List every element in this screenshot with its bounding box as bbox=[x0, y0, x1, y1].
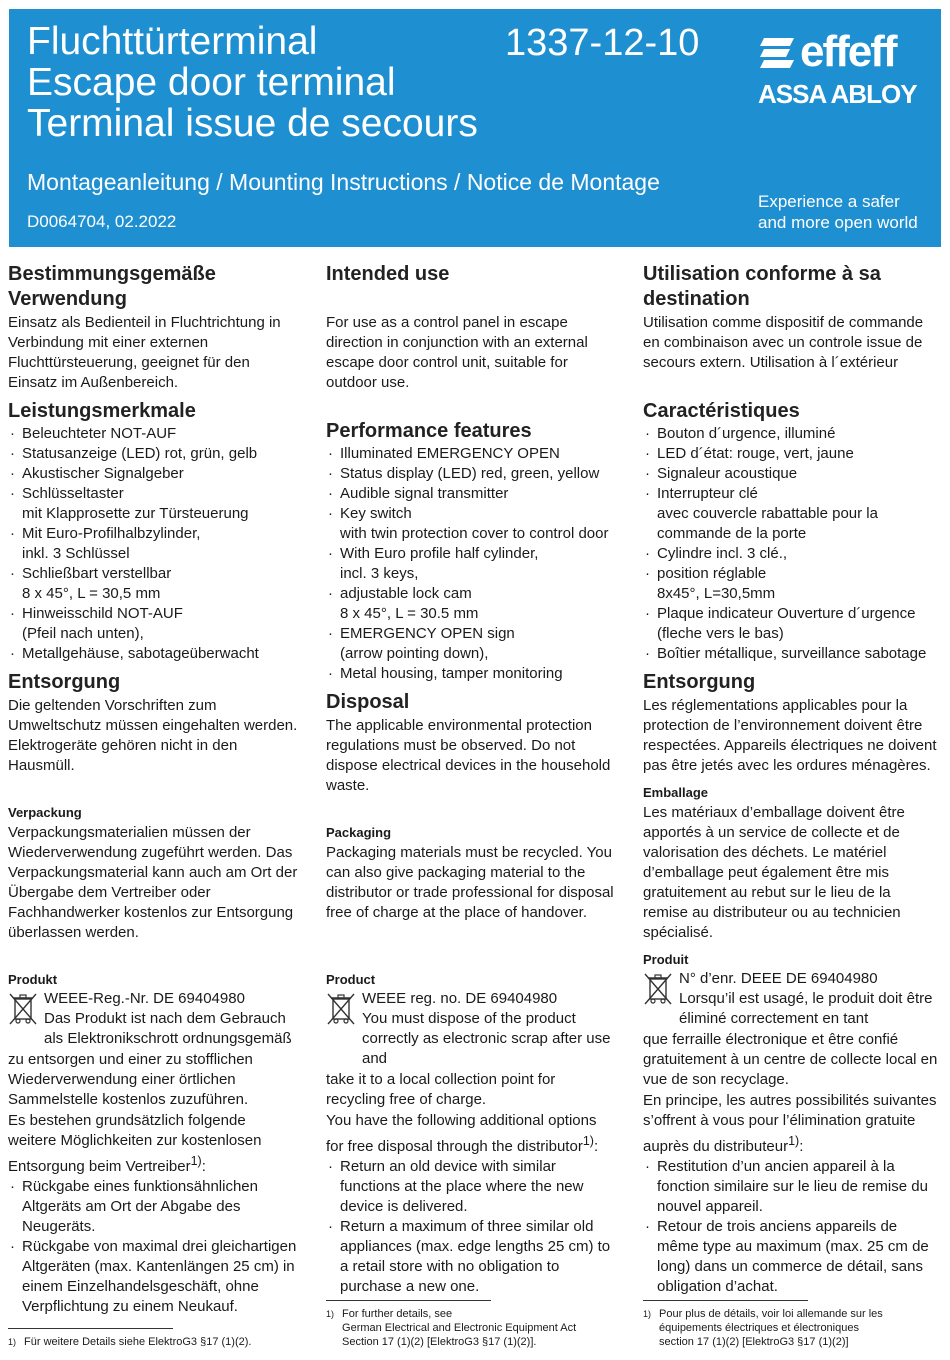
list-item: · adjustable lock cam bbox=[326, 584, 616, 604]
heading-features: Leistungsmerkmale bbox=[8, 400, 196, 422]
options-list bbox=[8, 1177, 298, 1317]
crossed-bin-icon bbox=[643, 971, 673, 1005]
heading-product: Produkt bbox=[8, 972, 58, 987]
list-item: · Bouton d´urgence, illuminé bbox=[643, 424, 939, 444]
footnote-text-2: section 17 (1)(2) [ElektroG3 §17 (1)(2)] bbox=[659, 1336, 849, 1348]
subtitle: Montageanleitung / Mounting Instructions / Notice de Montage bbox=[27, 169, 660, 195]
list-item: · Metallgehäuse, sabotageüberwacht bbox=[8, 644, 298, 664]
weee-number: WEEE-Reg.-Nr. DE 69404980 bbox=[44, 990, 245, 1007]
options-lead: Es bestehen grundsätzlich folgende weitere Möglichkeiten zur kostenlosen Entsorgung beim Vertreiber bbox=[8, 1112, 262, 1175]
document-id: D0064704, 02.2022 bbox=[27, 212, 177, 231]
list-item: mit Klapprosette zur Türsteuerung bbox=[22, 505, 249, 522]
product-number: 1337-12-10 bbox=[505, 22, 700, 64]
footnote-mark: 1) bbox=[643, 1309, 652, 1319]
tagline-line-1: Experience a safer bbox=[758, 192, 900, 211]
heading-packaging: Emballage bbox=[643, 785, 709, 800]
header-banner bbox=[9, 9, 941, 247]
list-item: · EMERGENCY OPEN sign bbox=[326, 624, 616, 644]
list-item: · Akustischer Signalgeber bbox=[8, 464, 298, 484]
list-item: · Metal housing, tamper monitoring bbox=[326, 664, 616, 684]
heading-features: Caractéristiques bbox=[643, 400, 800, 422]
intended-use-text: Utilisation comme dispositif de commande en combinaison avec un controle issue de secours extern. Utilisation à l´extérieur bbox=[643, 314, 924, 371]
options-text: En principe, les autres possibilités suivantes s’offrent à vous pour l’élimination gratuite auprès du distributeur$^{1)}$: bbox=[643, 1092, 937, 1155]
footnote-mark: 1) bbox=[326, 1309, 335, 1319]
heading-intended-use: Utilisation conforme à sa destination bbox=[643, 263, 881, 310]
footnote-text-1: Pour plus de détails, voir loi allemande sur les équipements électriques et électroniques bbox=[659, 1308, 883, 1334]
options-lead: You have the following additional options for free disposal through the distributor bbox=[326, 1112, 597, 1155]
packaging-text: Les matériaux d’emballage doivent être apportés à un service de collecte et de valorisation des déchets. Le matériel d’emballage peut également être mis gratuitement au rebut sur le lieu de la remise au distributeur ou au technicien spécialisé. bbox=[643, 804, 905, 941]
title-de: Fluchttürterminal bbox=[27, 20, 318, 63]
list-item: · position réglable bbox=[643, 564, 939, 584]
weee-number: WEEE reg. no. DE 69404980 bbox=[362, 990, 558, 1007]
tagline bbox=[758, 191, 918, 233]
options-list bbox=[643, 1157, 939, 1297]
list-item: 8 x 45°, L = 30,5 mm bbox=[22, 585, 161, 602]
feature-list bbox=[8, 424, 298, 664]
disposal-text: Die geltenden Vorschriften zum Umweltschutz müssen eingehalten werden. Elektrogeräte gehören nicht in den Hausmüll. bbox=[8, 697, 298, 774]
list-item: · Hinweisschild NOT-AUF bbox=[8, 604, 298, 624]
footnote-text: Für weitere Details siehe ElektroG3 §17 (1)(2). bbox=[24, 1336, 252, 1348]
options-text: Es bestehen grundsätzlich folgende weitere Möglichkeiten zur kostenlosen Entsorgung beim Vertreiber$^{1)}$: bbox=[8, 1112, 262, 1175]
list-item: · With Euro profile half cylinder, bbox=[326, 544, 616, 564]
column-german bbox=[8, 262, 298, 1317]
effeff-logo-icon bbox=[758, 34, 796, 70]
title-fr: Terminal issue de secours bbox=[27, 102, 478, 145]
list-item: avec couvercle rabattable pour la commande de la porte bbox=[657, 505, 878, 542]
list-item: 8 x 45°, L = 30.5 mm bbox=[340, 605, 479, 622]
list-item: · Retour de trois anciens appareils de même type au maximum (max. 25 cm de long) dans un commerce de détail, sans obligation d’achat. bbox=[643, 1217, 939, 1297]
list-item: incl. 3 keys, bbox=[340, 565, 419, 582]
footnote-ref: 1) bbox=[582, 1134, 594, 1148]
list-item: (fleche vers le bas) bbox=[657, 625, 784, 642]
weee-block bbox=[643, 969, 939, 1029]
options-text: You have the following additional options for free disposal through the distributor$^{1)}$: bbox=[326, 1112, 599, 1155]
heading-intended-use: Bestimmungsgemäße Verwendung bbox=[8, 263, 216, 310]
heading-intended-use: Intended use bbox=[326, 263, 450, 285]
logo-word: effeff bbox=[800, 27, 896, 76]
heading-packaging: Packaging bbox=[326, 825, 392, 840]
title-en: Escape door terminal bbox=[27, 61, 396, 104]
list-item: · Cylindre incl. 3 clé., bbox=[643, 544, 939, 564]
list-item: · Audible signal transmitter bbox=[326, 484, 616, 504]
list-item: · Signaleur acoustique bbox=[643, 464, 939, 484]
footnote-rule bbox=[8, 1328, 173, 1329]
list-item: · Plaque indicateur Ouverture d´urgence bbox=[643, 604, 939, 624]
crossed-bin-icon bbox=[8, 991, 38, 1025]
product-text-1: Das Produkt ist nach dem Gebrauch als Elektronikschrott ordnungsgemäß bbox=[44, 1010, 292, 1047]
list-item: · LED d´état: rouge, vert, jaune bbox=[643, 444, 939, 464]
crossed-bin-icon bbox=[326, 991, 356, 1025]
effeff-logo bbox=[758, 29, 928, 110]
footnote-ref: 1) bbox=[190, 1154, 202, 1168]
list-item: · Return a maximum of three similar old appliances (max. edge lengths 25 cm) to a retail store with no obligation to purchase a new one. bbox=[326, 1217, 616, 1297]
product-text-1: Lorsqu’il est usagé, le produit doit être éliminé correctement en tant bbox=[679, 990, 933, 1027]
feature-list bbox=[643, 424, 939, 664]
list-item: · Schließbart verstellbar bbox=[8, 564, 298, 584]
heading-packaging: Verpackung bbox=[8, 805, 82, 820]
footnote-rule bbox=[326, 1300, 491, 1301]
heading-product: Product bbox=[326, 972, 376, 987]
document-title bbox=[27, 21, 478, 144]
assa-abloy-logo: ASSA ABLOY bbox=[758, 79, 917, 109]
disposal-text: Les réglementations applicables pour la protection de l’environnement doivent être respectées. Appareils électriques ne doivent pas être jetés avec les ordures ménagères. bbox=[643, 697, 937, 774]
heading-disposal: Disposal bbox=[326, 691, 410, 713]
list-item: inkl. 3 Schlüssel bbox=[22, 545, 130, 562]
list-item: · Schlüsseltaster bbox=[8, 484, 298, 504]
weee-block bbox=[326, 989, 616, 1069]
list-item: · Status display (LED) red, green, yellow bbox=[326, 464, 616, 484]
list-item: with twin protection cover to control door bbox=[340, 525, 609, 542]
list-item: · Boîtier métallique, surveillance sabotage bbox=[643, 644, 939, 664]
list-item: · Mit Euro-Profilhalbzylinder, bbox=[8, 524, 298, 544]
footnote-mark: 1) bbox=[8, 1337, 17, 1347]
list-item: · Rückgabe von maximal drei gleichartigen Altgeräten (max. Kantenlängen 25 cm) in einem Einzelhandelsgeschäft, ohne Verpflichtung zu einem Neukauf. bbox=[8, 1237, 298, 1317]
column-french bbox=[643, 262, 939, 1297]
footnote-english bbox=[326, 1300, 616, 1349]
list-item: · Statusanzeige (LED) rot, grün, gelb bbox=[8, 444, 298, 464]
heading-disposal: Entsorgung bbox=[8, 671, 121, 693]
list-item: · Illuminated EMERGENCY OPEN bbox=[326, 444, 616, 464]
heading-disposal: Entsorgung bbox=[643, 671, 756, 693]
footnote-german bbox=[8, 1328, 298, 1349]
list-item: · Key switch bbox=[326, 504, 616, 524]
footnote-text-2: German Electrical and Electronic Equipment Act bbox=[342, 1322, 577, 1334]
list-item: · Rückgabe eines funktionsähnlichen Altgeräts am Ort der Abgabe des Neugeräts. bbox=[8, 1177, 298, 1237]
disposal-text: The applicable environmental protection regulations must be observed. Do not dispose electrical devices in the household waste. bbox=[326, 717, 611, 794]
product-text-2: zu entsorgen und einer zu stofflichen Wiederverwendung einer örtlichen Sammelstelle kostenlos zuzuführen. bbox=[8, 1051, 253, 1108]
list-item: 8x45°, L=30,5mm bbox=[657, 585, 776, 602]
heading-features: Performance features bbox=[326, 420, 532, 442]
list-item: · Restitution d’un ancien appareil à la fonction similaire sur le lieu de remise du nouvel appareil. bbox=[643, 1157, 939, 1217]
list-item: · Beleuchteter NOT-AUF bbox=[8, 424, 298, 444]
footnote-rule bbox=[643, 1300, 808, 1301]
options-list bbox=[326, 1157, 616, 1297]
weee-block bbox=[8, 989, 298, 1049]
product-text-1: You must dispose of the product correctly as electronic scrap after use and bbox=[362, 1010, 611, 1067]
packaging-text: Packaging materials must be recycled. You can also give packaging material to the distributor or trade professional for disposal free of charge at the place of handover. bbox=[326, 844, 614, 921]
footnote-ref: 1) bbox=[788, 1134, 800, 1148]
list-item: (arrow pointing down), bbox=[340, 645, 489, 662]
footnote-text-3: Section 17 (1)(2) [ElektroG3 §17 (1)(2)]. bbox=[342, 1336, 537, 1348]
packaging-text: Verpackungsmaterialien müssen der Wiederverwendung zugeführt werden. Das Verpackungsmaterial kann auch am Ort der Übergabe dem Vertreiber oder Fachhandwerker kostenlos zur Entsorgung überlassen werden. bbox=[8, 824, 298, 941]
logo-mark bbox=[758, 29, 928, 75]
footnote-french bbox=[643, 1300, 939, 1349]
intended-use-text: For use as a control panel in escape direction in conjunction with an external escape door control unit, suitable for outdoor use. bbox=[326, 314, 588, 391]
heading-product: Produit bbox=[643, 952, 689, 967]
options-lead: En principe, les autres possibilités suivantes s’offrent à vous pour l’élimination gratuite auprès du distributeur bbox=[643, 1092, 937, 1155]
intended-use-text: Einsatz als Bedienteil in Fluchtrichtung in Verbindung mit einer externen Fluchttürsteuerung, geeignet für den Einsatz im Außenbereich. bbox=[8, 314, 281, 391]
product-text-2: que ferraille électronique et être confié gratuitement à un centre de collecte local en vue de son recyclage. bbox=[643, 1031, 938, 1088]
list-item: (Pfeil nach unten), bbox=[22, 625, 144, 642]
product-text-2: take it to a local collection point for recycling free of charge. bbox=[326, 1071, 556, 1108]
column-english bbox=[326, 262, 616, 1297]
feature-list bbox=[326, 444, 616, 684]
list-item: · Return an old device with similar functions at the place where the new device is delivered. bbox=[326, 1157, 616, 1217]
tagline-line-2: and more open world bbox=[758, 213, 918, 232]
list-item: · Interrupteur clé bbox=[643, 484, 939, 504]
weee-number: N° d’enr. DEEE DE 69404980 bbox=[679, 970, 878, 987]
footnote-text-1: For further details, see bbox=[342, 1308, 453, 1320]
